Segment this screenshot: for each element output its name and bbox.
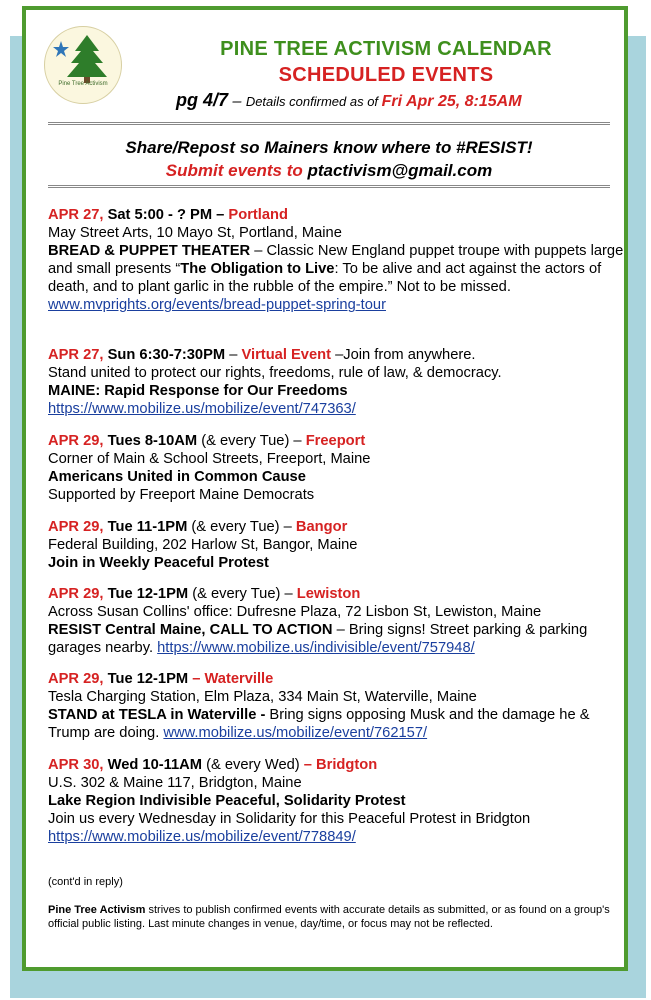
divider <box>48 185 610 188</box>
event-link[interactable]: www.mobilize.us/mobilize/event/762157/ <box>163 725 428 742</box>
disclaimer: Pine Tree Activism strives to publish confirmed events with accurate details as submitted, or as found on a group's official public listing. Last minute changes in venue, day/time, or focus may not be reflected. <box>48 904 610 930</box>
event-link[interactable]: www.mvprights.org/events/bread-puppet-spring-tour <box>48 297 386 314</box>
calendar-subtitle: SCHEDULED EVENTS <box>278 64 494 86</box>
event-lewiston: APR 29, Tue 12-1PM (& every Tue) – Lewiston Across Susan Collins' office: Dufresne Plaza, 72 Lisbon St, Lewiston, Maine RESIST Central Maine, CALL TO ACTION – Bring signs! Street parking & parking garages nearby. https://www.mobilize.us/indivisible/event/757948/ <box>48 585 624 657</box>
event-name: Americans United in Common Cause <box>48 469 306 486</box>
confirmed-date: Fri Apr 25, 8:15AM <box>381 93 522 110</box>
event-name: RESIST Central Maine, CALL TO ACTION <box>48 622 333 639</box>
event-name: Lake Region Indivisible Peaceful, Solidarity Protest <box>48 793 406 810</box>
event-desc: Stand united to protect our rights, freedoms, rule of law, & democracy. <box>48 365 502 382</box>
event-city: Virtual Event <box>241 347 332 363</box>
event-bangor: APR 29, Tue 11-1PM (& every Tue) – Bangor Federal Building, 202 Harlow St, Bangor, Maine Join in Weekly Peaceful Protest <box>48 518 624 572</box>
event-city: Portland <box>228 207 288 223</box>
event-link[interactable]: https://www.mobilize.us/mobilize/event/747363/ <box>48 401 356 418</box>
event-city: Freeport <box>305 433 366 449</box>
event-name: BREAD & PUPPET THEATER <box>48 243 251 260</box>
event-desc: Join us every Wednesday in Solidarity for this Peaceful Protest in Bridgton <box>48 811 531 828</box>
pine-tree-logo <box>44 26 122 104</box>
submit-email[interactable]: ptactivism@gmail.com <box>307 161 493 180</box>
event-venue: May Street Arts, 10 Mayo St, Portland, Maine <box>48 225 342 242</box>
event-city: Lewiston <box>296 586 361 602</box>
event-venue: Across Susan Collins' office: Dufresne Plaza, 72 Lisbon St, Lewiston, Maine <box>48 604 542 621</box>
event-virtual: APR 27, Sun 6:30-7:30PM – Virtual Event –Join from anywhere. Stand united to protect our rights, freedoms, rule of law, & democracy. MAINE: Rapid Response for Our Freedoms https://www.mobilize.us/mobilize/event/747363/ <box>48 346 624 418</box>
event-venue: Tesla Charging Station, Elm Plaza, 334 Main St, Waterville, Maine <box>48 689 477 706</box>
event-venue: Corner of Main & School Streets, Freeport, Maine <box>48 451 371 468</box>
event-portland: APR 27, Sat 5:00 - ? PM – Portland May Street Arts, 10 Mayo St, Portland, Maine BREAD & PUPPET THEATER – Classic New England puppet troupe with puppets large and small presents “The Obligation to Live: To be alive and act against the actors of death, and to plant garlic in the rubble of the empire.” Not to be missed. www.mvprights.org/events/bread-puppet-spring-tour <box>48 207 624 314</box>
share-line: Share/Repost so Mainers know where to #RESIST! <box>125 138 533 157</box>
event-link[interactable]: https://www.mobilize.us/indivisible/event/757948/ <box>157 640 475 657</box>
submit-line: Submit events to ptactivism@gmail.com <box>165 161 493 180</box>
event-name: STAND at TESLA in Waterville - <box>48 707 266 724</box>
event-city: Bangor <box>295 519 348 535</box>
logo-text: Pine Tree Activism <box>58 81 108 87</box>
event-city: – Waterville <box>188 671 274 687</box>
details-label: Details confirmed as of <box>245 94 382 109</box>
divider <box>48 122 610 125</box>
event-link[interactable]: https://www.mobilize.us/mobilize/event/778849/ <box>48 829 356 846</box>
calendar-card <box>22 6 628 971</box>
continued-note: (cont'd in reply) <box>48 876 123 888</box>
event-venue: U.S. 302 & Maine 117, Bridgton, Maine <box>48 775 302 792</box>
event-freeport: APR 29, Tues 8-10AM (& every Tue) – Freeport Corner of Main & School Streets, Freeport, Maine Americans United in Common Cause Supported by Freeport Maine Democrats <box>48 432 624 504</box>
event-desc: Supported by Freeport Maine Democrats <box>48 487 315 504</box>
page-number: pg 4/7 <box>176 90 229 110</box>
page-info: pg 4/7 – Details confirmed as of Fri Apr 25, 8:15AM <box>176 90 522 110</box>
event-waterville: APR 29, Tue 12-1PM – Waterville Tesla Charging Station, Elm Plaza, 334 Main St, Waterville, Maine STAND at TESLA in Waterville - Bring signs opposing Musk and the damage he & Trump are doing. www.mobilize.us/mobilize/event/762157/ <box>48 670 624 742</box>
event-city: – Bridgton <box>299 757 378 773</box>
calendar-title: PINE TREE ACTIVISM CALENDAR <box>220 38 552 60</box>
pine-tree-icon <box>45 27 121 103</box>
event-name: MAINE: Rapid Response for Our Freedoms <box>48 383 348 400</box>
event-bridgton: APR 30, Wed 10-11AM (& every Wed) – Bridgton U.S. 302 & Maine 117, Bridgton, Maine Lake Region Indivisible Peaceful, Solidarity Protest Join us every Wednesday in Solidarity for this Peaceful Protest in Bridgton https://www.mobilize.us/mobilize/event/778849/ <box>48 756 624 846</box>
event-venue: Federal Building, 202 Harlow St, Bangor, Maine <box>48 537 358 554</box>
event-name: Join in Weekly Peaceful Protest <box>48 555 269 572</box>
